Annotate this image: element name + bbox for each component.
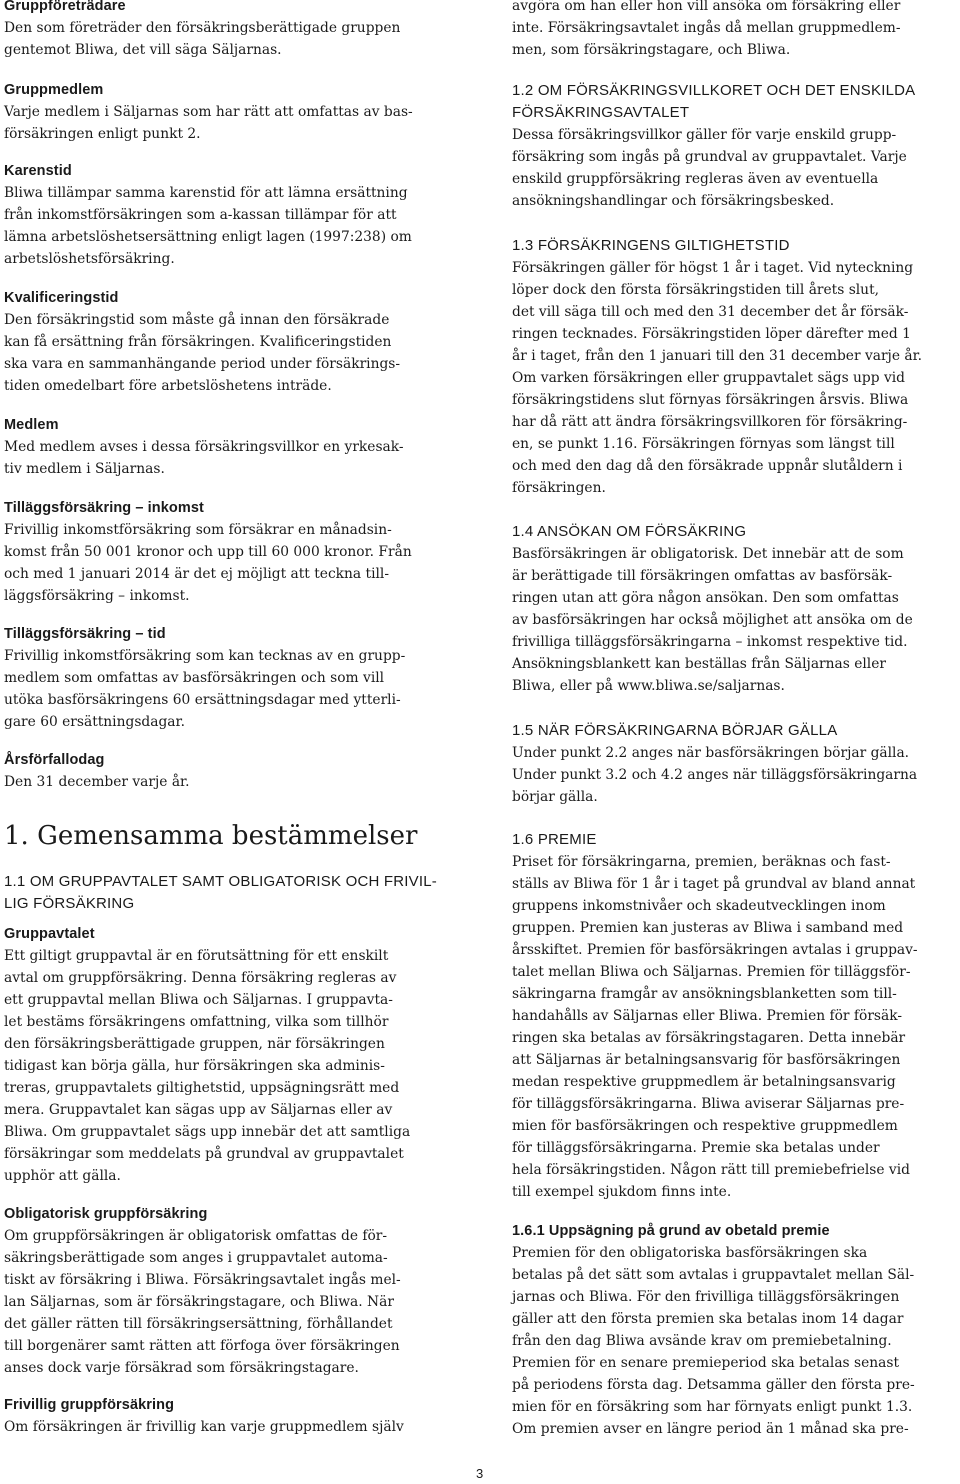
definition-kvalificeringstid — [4, 287, 454, 397]
section-heading: FÖRSÄKRINGSAVTALET — [512, 104, 690, 121]
text-line: Premien för en senare premieperiod ska betalas senast — [512, 1355, 899, 1371]
section-heading: 1.5 NÄR FÖRSÄKRINGARNA BÖRJAR GÄLLA — [512, 722, 838, 739]
section-heading: 1.3 FÖRSÄKRINGENS GILTIGHETSTID — [512, 237, 790, 254]
definition-heading: Karenstid — [4, 163, 72, 179]
text-line: försäkring som ingås på grundval av gruppavtalet. Varje — [512, 149, 907, 165]
text-line: Den 31 december varje år. — [4, 774, 190, 790]
section-1-6-1 — [512, 1220, 952, 1440]
text-line: Frivillig inkomstförsäkring som försäkrar en månadsin- — [4, 522, 392, 538]
text-line: frivilliga tilläggsförsäkringarna – inkomst respektive tid. — [512, 634, 908, 650]
text-line: Den som företräder den försäkringsberättigade gruppen — [4, 20, 401, 36]
text-line: tiskt av försäkring i Bliwa. Försäkringsavtalet ingås mel- — [4, 1272, 401, 1288]
text-line: Om premien avser en längre period än 1 månad ska pre- — [512, 1421, 909, 1437]
section-1-5 — [512, 720, 952, 808]
definition-heading: Frivillig gruppförsäkring — [4, 1397, 175, 1413]
text-line: och med 1 januari 2014 är det ej möjligt att teckna till- — [4, 566, 389, 582]
definition-heading: Årsförfallodag — [4, 752, 105, 768]
text-line: Ansökningsblankett kan beställas från Säljarnas eller — [512, 656, 886, 672]
section-1-2 — [512, 80, 952, 212]
definition-gruppmedlem — [4, 79, 454, 145]
definition-tillaggsforsakring-inkomst — [4, 497, 454, 607]
definition-heading: Gruppmedlem — [4, 82, 104, 98]
text-line: inte. Försäkringsavtalet ingås då mellan gruppmedlem- — [512, 20, 901, 36]
text-line: det gäller rätten till försäkringsersättning, förhållandet — [4, 1316, 393, 1332]
section-heading: 1.6 PREMIE — [512, 831, 597, 848]
text-line: ett gruppavtal mellan Bliwa och Säljarnas. I gruppavta- — [4, 992, 393, 1008]
text-line: lan Säljarnas, som är försäkringstagare, och Bliwa. När — [4, 1294, 394, 1310]
text-line: Frivillig inkomstförsäkring som kan tecknas av en grupp- — [4, 648, 406, 664]
text-line: försäkringen enligt punkt 2. — [4, 126, 201, 142]
text-line: mera. Gruppavtalet kan sägas upp av Säljarnas eller av — [4, 1102, 393, 1118]
text-line: kan få ersättning från försäkringen. Kvalificeringstiden — [4, 334, 392, 350]
text-line: läggsförsäkring – inkomst. — [4, 588, 190, 604]
text-line: till borgenärer samt rätten att förfoga över försäkringen — [4, 1338, 400, 1354]
text-line: jarnas och Bliwa. För den frivilliga tilläggsförsäkringen — [512, 1289, 900, 1305]
text-line: ansökningshandlingar och försäkringsbesked. — [512, 193, 835, 209]
text-line: har då rätt att ändra försäkringsvillkoren för försäkring- — [512, 414, 908, 430]
text-line: säkringsberättigade som anges i gruppavtalet automa- — [4, 1250, 388, 1266]
text-line: men, som försäkringstagare, och Bliwa. — [512, 42, 791, 58]
text-line: avtal om gruppförsäkring. Denna försäkring regleras av — [4, 970, 397, 986]
text-line: försäkringstidens slut förnyas försäkringen årsvis. Bliwa — [512, 392, 909, 408]
text-line: för tilläggsförsäkringarna. Premie ska betalas under — [512, 1140, 880, 1156]
text-line: årsskiftet. Premien för basförsäkringen avtalas i gruppav- — [512, 942, 918, 958]
text-line: till exempel sjukdom finns inte. — [512, 1184, 732, 1200]
definition-heading: Gruppavtalet — [4, 926, 95, 942]
text-line: är berättigade till försäkringen omfattas av basförsäk- — [512, 568, 893, 584]
text-line: enskild gruppförsäkring regleras även av eventuella — [512, 171, 879, 187]
text-line: tiden omedelbart före arbetslöshetens inträde. — [4, 378, 332, 394]
text-line: Om försäkringen är frivillig kan varje gruppmedlem själv — [4, 1419, 404, 1435]
text-line: gruppen. Premien kan justeras av Bliwa i samband med — [512, 920, 904, 936]
definition-heading: Kvalificeringstid — [4, 290, 119, 306]
continued-text — [512, 0, 952, 61]
definition-heading: Obligatorisk gruppförsäkring — [4, 1206, 208, 1222]
section-heading: 1.4 ANSÖKAN OM FÖRSÄKRING — [512, 523, 747, 540]
text-line: för tilläggsförsäkringarna. Bliwa aviserar Säljarnas pre- — [512, 1096, 905, 1112]
text-line: försäkringar som meddelats på grundval av gruppavtalet — [4, 1146, 404, 1162]
text-line: gäller att den första premien ska betalas inom 14 dagar — [512, 1311, 904, 1327]
text-line: att Säljarnas är betalningsansvarig för basförsäkringen — [512, 1052, 901, 1068]
text-line: treras, gruppavtalets giltighetstid, uppsägningsrätt med — [4, 1080, 400, 1096]
text-line: gentemot Bliwa, det vill säga Säljarnas. — [4, 42, 282, 58]
text-line: mien för en försäkring som har förnyats enligt punkt 1.3. — [512, 1399, 913, 1415]
text-line: Bliwa, eller på www.bliwa.se/saljarnas. — [512, 678, 785, 694]
text-line: avgöra om han eller hon vill ansöka om försäkring eller — [512, 0, 901, 14]
section-1-4 — [512, 521, 952, 697]
definition-gruppforetradare — [4, 0, 454, 61]
text-line: på periodens första dag. Detsamma gäller den första pre- — [512, 1377, 915, 1393]
text-line: från inkomstförsäkringen som a-kassan tillämpar för att — [4, 207, 397, 223]
text-line: och med den dag då den försäkrade uppnår slutåldern i — [512, 458, 903, 474]
text-line: Bliwa tillämpar samma karenstid för att lämna ersättning — [4, 185, 408, 201]
text-line: Under punkt 2.2 anges när basförsäkringen börjar gälla. — [512, 745, 910, 761]
text-line: Varje medlem i Säljarnas som har rätt att omfattas av bas- — [4, 104, 413, 120]
text-line: det vill säga till och med den 31 december det år försäk- — [512, 304, 909, 320]
section-heading: 1.2 OM FÖRSÄKRINGSVILLKORET OCH DET ENSKILDA — [512, 82, 916, 99]
text-line: Under punkt 3.2 och 4.2 anges när tilläggsförsäkringarna — [512, 767, 918, 783]
text-line: lämna arbetslöshetsersättning enligt lagen (1997:238) om — [4, 229, 412, 245]
text-line: medan respektive gruppmedlem är betalningsansvarig — [512, 1074, 896, 1090]
text-line: Premien för den obligatoriska basförsäkringen ska — [512, 1245, 868, 1261]
text-line: ställs av Bliwa för 1 år i taget på grundval av bland annat — [512, 876, 916, 892]
text-line: löper dock den första försäkringstiden till årets slut, — [512, 282, 879, 298]
text-line: anses dock varje försäkrad som försäkringstagare. — [4, 1360, 359, 1376]
text-line: Basförsäkringen är obligatorisk. Det innebär att de som — [512, 546, 904, 562]
text-line: arbetslöshetsförsäkring. — [4, 251, 175, 267]
definition-arsforfallodag — [4, 749, 454, 793]
text-line: talet mellan Bliwa och Säljarnas. Premien för tilläggsför- — [512, 964, 911, 980]
chapter-title: 1. Gemensamma bestämmelser — [4, 821, 418, 851]
definition-heading: Medlem — [4, 417, 59, 433]
definition-heading: Gruppföreträdare — [4, 0, 126, 14]
text-line: gruppens inkomstnivåer och skadeutvecklingen inom — [512, 898, 886, 914]
text-line: hela försäkringstiden. Någon rätt till premiebefrielse vid — [512, 1162, 910, 1178]
text-line: Om gruppförsäkringen är obligatorisk omfattas de för- — [4, 1228, 388, 1244]
text-line: ringen utan att göra någon ansökan. Den som omfattas — [512, 590, 899, 606]
text-line: upphör att gälla. — [4, 1168, 121, 1184]
text-line: försäkringen. — [512, 480, 606, 496]
definition-tillaggsforsakring-tid — [4, 623, 454, 733]
text-line: let bestäms försäkringens omfattning, vilka som tillhör — [4, 1014, 389, 1030]
text-line: Priset för försäkringarna, premien, beräknas och fast- — [512, 854, 891, 870]
section-heading: 1.6.1 Uppsägning på grund av obetald premie — [512, 1223, 830, 1239]
text-line: från den dag Bliwa avsände krav om premiebetalning. — [512, 1333, 892, 1349]
section-1-6 — [512, 829, 952, 1203]
text-line: Med medlem avses i dessa försäkringsvillkor en yrkesak- — [4, 439, 404, 455]
text-line: Försäkringen gäller för högst 1 år i taget. Vid nyteckning — [512, 260, 914, 276]
text-line: gare 60 ersättningsdagar. — [4, 714, 185, 730]
text-line: utöka basförsäkringens 60 ersättningsdagar med ytterli- — [4, 692, 401, 708]
section-heading: LIG FÖRSÄKRING — [4, 895, 135, 912]
definition-gruppavtalet — [4, 923, 454, 1187]
page-number: 3 — [476, 1466, 484, 1481]
text-line: en, se punkt 1.16. Försäkringen förnyas som längst till — [512, 436, 895, 452]
text-line: betalas på det sätt som avtalas i gruppavtalet mellan Säl- — [512, 1267, 915, 1283]
definition-obligatorisk-gruppforsakring — [4, 1203, 454, 1379]
text-line: den försäkringsberättigade gruppen, när försäkringen — [4, 1036, 385, 1052]
text-line: av basförsäkringen har också möjlighet att ansöka om de — [512, 612, 913, 628]
text-line: år i taget, från den 1 januari till den 31 december varje år. — [512, 348, 923, 364]
text-line: Bliwa. Om gruppavtalet sägs upp innebär det att samtliga — [4, 1124, 411, 1140]
definition-medlem — [4, 414, 454, 480]
text-line: Om varken försäkringen eller gruppavtalet sägs upp vid — [512, 370, 906, 386]
text-line: Dessa försäkringsvillkor gäller för varje enskild grupp- — [512, 127, 897, 143]
text-line: börjar gälla. — [512, 789, 598, 805]
text-line: medlem som omfattas av basförsäkringen och som vill — [4, 670, 385, 686]
text-line: komst från 50 001 kronor och upp till 60 000 kronor. Från — [4, 544, 412, 560]
definition-karenstid — [4, 160, 454, 270]
text-line: mien för basförsäkringen och respektive gruppmedlem — [512, 1118, 898, 1134]
text-line: Ett giltigt gruppavtal är en förutsättning för ett enskilt — [4, 948, 389, 964]
text-line: ska vara en sammanhängande period under försäkrings- — [4, 356, 401, 372]
text-line: tiv medlem i Säljarnas. — [4, 461, 165, 477]
text-line: Den försäkringstid som måste gå innan den försäkrade — [4, 312, 390, 328]
text-line: ringen ska betalas av försäkringstagaren. Detta innebär — [512, 1030, 906, 1046]
definition-frivillig-gruppforsakring — [4, 1394, 454, 1438]
text-line: säkringarna framgår av ansökningsblanketten som till- — [512, 986, 897, 1002]
section-1-3 — [512, 235, 952, 499]
definition-heading: Tilläggsförsäkring – tid — [4, 626, 166, 642]
text-line: ringen tecknades. Försäkringstiden löper därefter med 1 — [512, 326, 911, 342]
text-line: tidigast kan börja gälla, hur försäkringen ska adminis- — [4, 1058, 385, 1074]
section-heading: 1.1 OM GRUPPAVTALET SAMT OBLIGATORISK OCH FRIVIL- — [4, 873, 437, 890]
text-line: handahålls av Säljarnas eller Bliwa. Premien för försäk- — [512, 1008, 902, 1024]
definition-heading: Tilläggsförsäkring – inkomst — [4, 500, 204, 516]
section-1-1 — [4, 871, 454, 915]
